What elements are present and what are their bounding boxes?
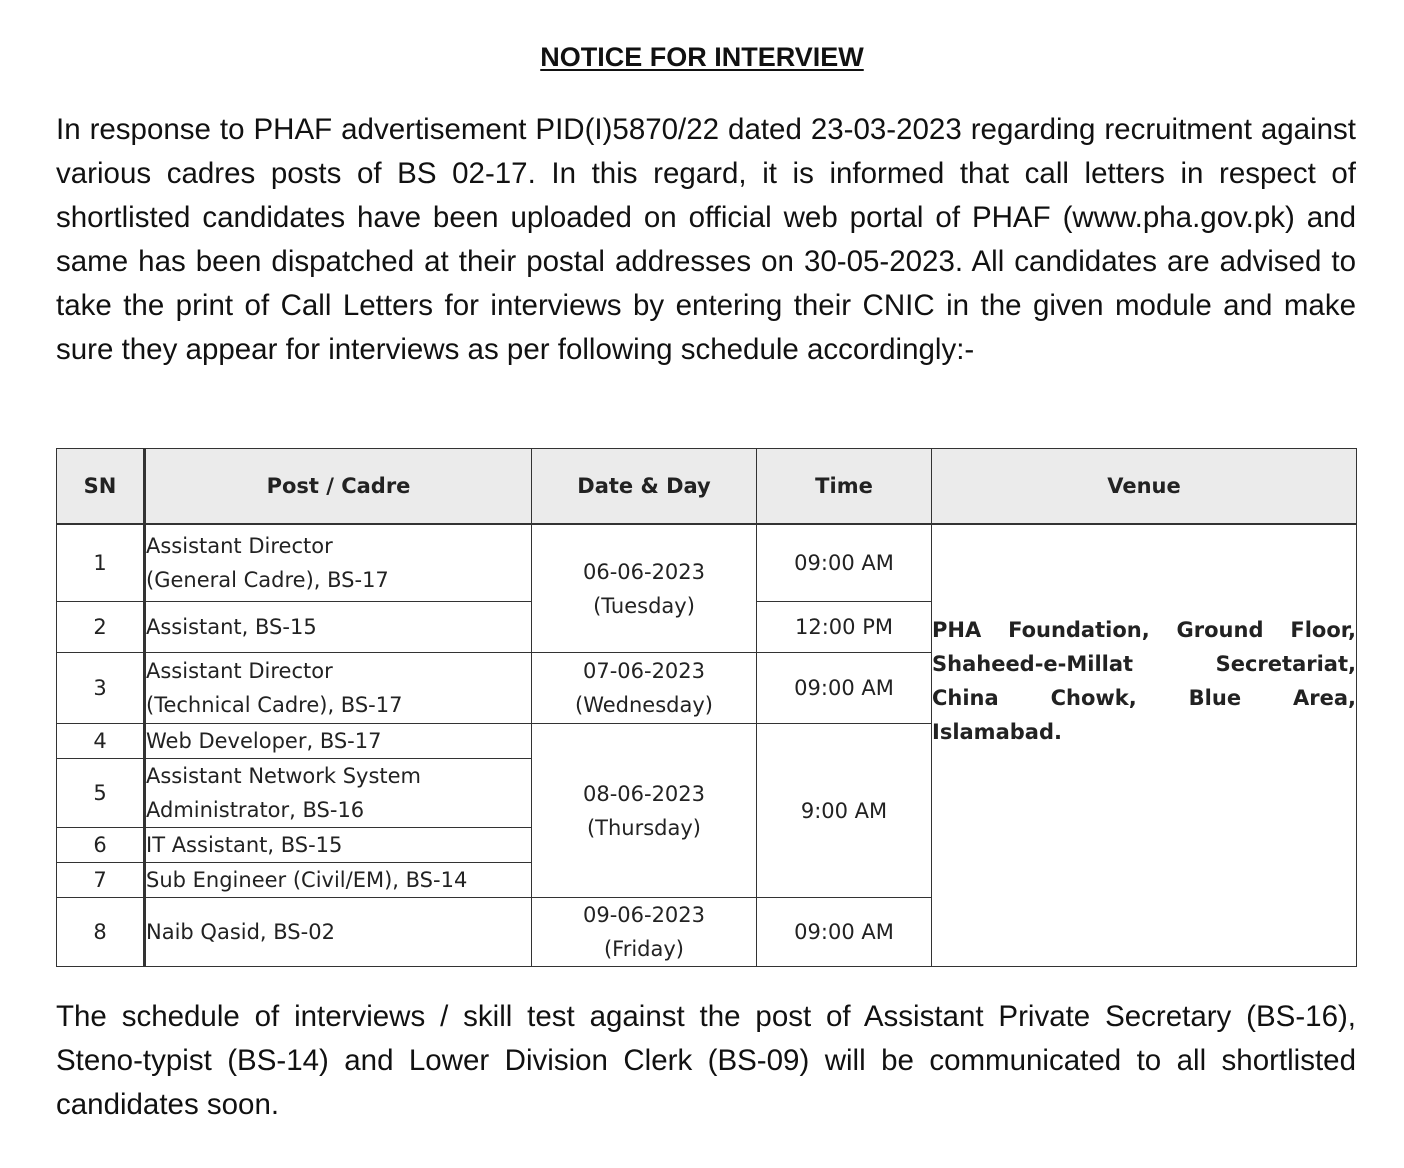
row-post: [145, 759, 532, 828]
day-value: (Tuesday): [593, 593, 695, 618]
row-time: 9:00 AM: [757, 724, 932, 898]
row-sn: 1: [57, 524, 145, 602]
header-sn: SN: [57, 449, 145, 525]
date-value: 06-06-2023: [582, 559, 706, 584]
row-sn: 5: [57, 759, 145, 828]
row-post: Assistant, BS-15: [145, 602, 532, 653]
day-value: (Wednesday): [575, 693, 713, 717]
venue-line: PHA Foundation, Ground Floor,: [932, 617, 1356, 642]
venue-line: Shaheed-e-Millat Secretariat,: [932, 651, 1356, 676]
row-time: 09:00 AM: [757, 898, 932, 967]
day-value: (Thursday): [586, 815, 702, 840]
post-line: Administrator, BS-16: [146, 798, 365, 822]
venue-line: China Chowk, Blue Area,: [932, 685, 1356, 710]
header-date: Date & Day: [532, 449, 757, 525]
row-sn: 2: [57, 602, 145, 653]
row-post: Naib Qasid, BS-02: [145, 898, 532, 967]
post-line: Assistant Network System: [146, 764, 422, 788]
post-line: (Technical Cadre), BS-17: [146, 693, 403, 717]
row-sn: 8: [57, 898, 145, 967]
table-header-row: [57, 449, 1357, 525]
venue-cell: [932, 524, 1357, 967]
post-line: Assistant Director: [146, 659, 333, 683]
row-post: Sub Engineer (Civil/EM), BS-14: [145, 863, 532, 898]
row-date: [532, 524, 757, 653]
venue-line: Islamabad.: [932, 719, 1062, 744]
post-line: (General Cadre), BS-17: [146, 568, 389, 592]
row-post: Web Developer, BS-17: [145, 724, 532, 759]
date-value: 09-06-2023: [582, 903, 706, 927]
row-post: [145, 653, 532, 724]
row-date: [532, 724, 757, 898]
footer-paragraph: The schedule of interviews / skill test against the post of Assistant Private Secretary (BS-16), Steno-typist (BS-14) and Lower Division Clerk (BS-09) will be communicated to all shortlisted candidates soon.: [56, 1000, 1356, 1121]
intro-paragraph: In response to PHAF advertisement PID(I)5870/22 dated 23-03-2023 regarding recruitment against various cadres posts of BS 02-17. In this regard, it is informed that call letters in respect of shortlisted candidates have been uploaded on official web portal of PHAF (www.pha.gov.pk) and same has been dispatched at their postal addresses on 30-05-2023. All candidates are advised to take the print of Call Letters for interviews by entering their CNIC in the given module and make sure they appear for interviews as per following schedule accordingly:-: [56, 113, 1356, 366]
row-sn: 4: [57, 724, 145, 759]
header-post: Post / Cadre: [145, 449, 532, 525]
row-sn: 3: [57, 653, 145, 724]
row-sn: 6: [57, 828, 145, 863]
row-date: [532, 653, 757, 724]
date-value: 08-06-2023: [582, 781, 706, 806]
interview-schedule-table: [56, 448, 1357, 967]
day-value: (Friday): [603, 937, 685, 961]
row-time: 12:00 PM: [757, 602, 932, 653]
row-post: [145, 524, 532, 602]
row-time: 09:00 AM: [757, 653, 932, 724]
row-post: IT Assistant, BS-15: [145, 828, 532, 863]
header-time: Time: [757, 449, 932, 525]
row-sn: 7: [57, 863, 145, 898]
post-line: Assistant Director: [146, 534, 333, 558]
notice-title: NOTICE FOR INTERVIEW: [540, 42, 864, 72]
header-venue: Venue: [932, 449, 1357, 525]
row-date: [532, 898, 757, 967]
date-value: 07-06-2023: [582, 659, 706, 683]
row-time: 09:00 AM: [757, 524, 932, 602]
table-row: [57, 524, 1357, 602]
